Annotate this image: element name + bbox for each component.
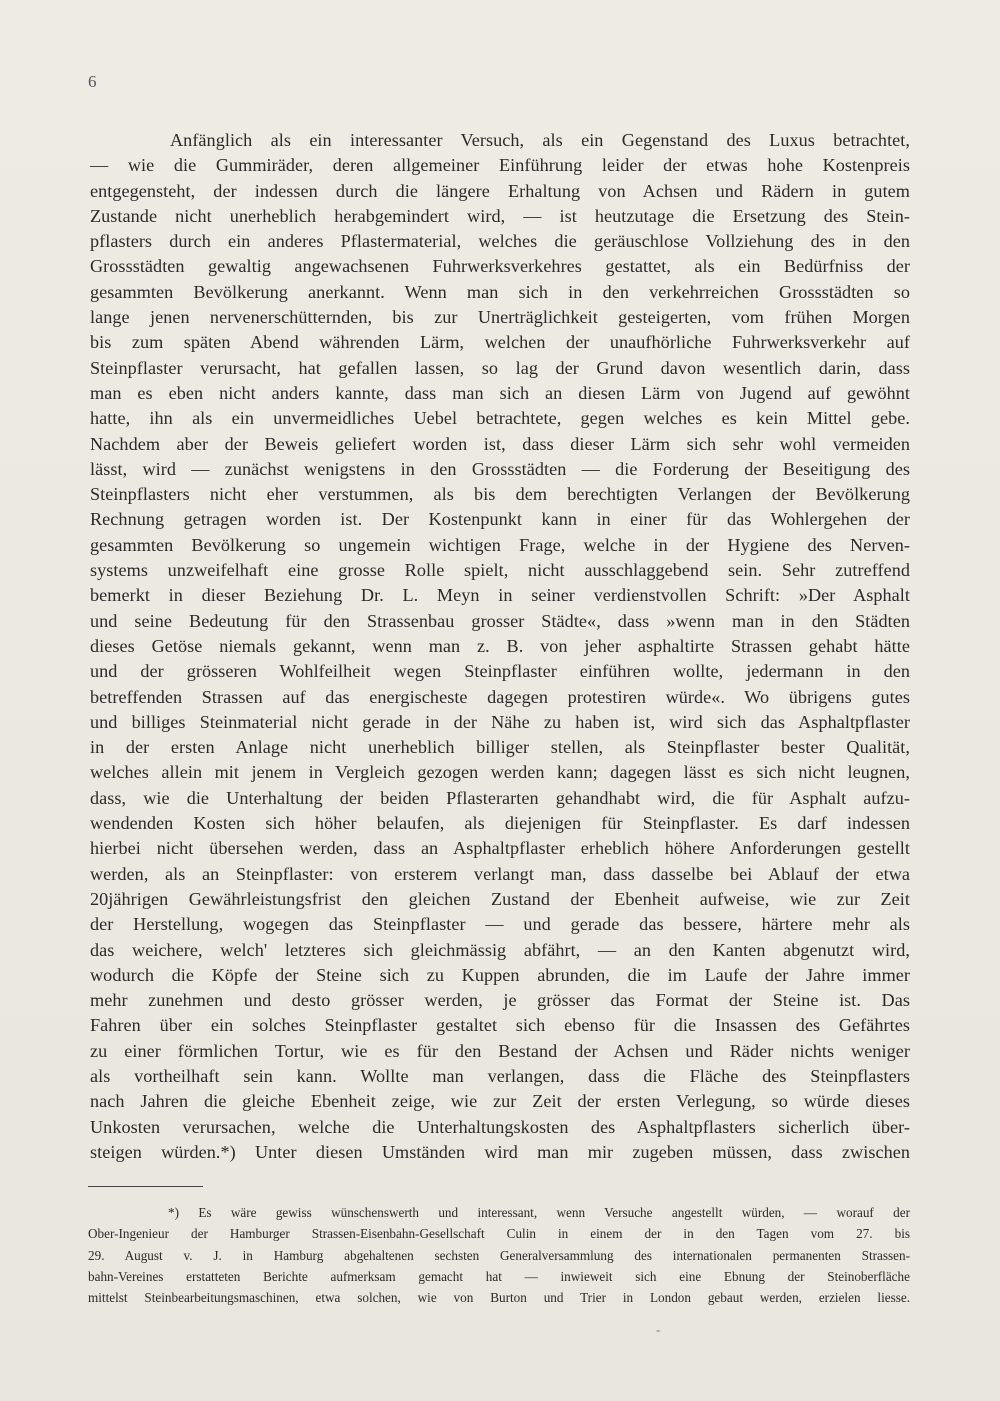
text-line: dass, wie die Unterhaltung der beiden Pflasterarten gehandhabt wird, die für Asphalt aufzu-: [90, 787, 910, 808]
footnote-line: 29. August v. J. in Hamburg abgehaltenen sechsten Generalversammlung des internationalen permanenten Strassen-: [88, 1247, 910, 1263]
text-line: und seine Bedeutung für den Strassenbau grosser Städte«, dass »wenn man in den Städten: [90, 610, 910, 631]
text-line: hierbei nicht übersehen werden, dass an Asphaltpflaster erheblich höhere Anforderungen gestellt: [90, 838, 910, 859]
text-line: Anfänglich als ein interessanter Versuch, als ein Gegenstand des Luxus betrachtet,: [170, 130, 910, 150]
text-line: wodurch die Köpfe der Steine sich zu Kuppen abrunden, die im Laufe der Jahre immer: [90, 964, 910, 985]
footnote-line: bahn-Vereines erstatteten Berichte aufmerksam gemacht hat — inwieweit sich eine Ebnung der Steinoberfläche: [88, 1268, 910, 1284]
text-line: man es eben nicht anders kannte, dass man sich an diesen Lärm von Jugend auf gewöhnt: [90, 382, 910, 403]
text-line: das weichere, welch' letzteres sich gleichmässig abfährt, — an den Kanten abgenutzt wird,: [90, 939, 910, 960]
text-line: mehr zunehmen und desto grösser werden, je grösser das Format der Steine ist. Das: [90, 990, 910, 1011]
footnote-line: mittelst Steinbearbeitungsmaschinen, etwa solchen, wie von Burton und Trier in London gebaut werden, erzielen liesse.: [88, 1290, 910, 1306]
text-line: systems unzweifelhaft eine grosse Rolle spielt, nicht ausschlaggebend sein. Sehr zutreffend: [90, 560, 910, 581]
text-line: — wie die Gummiräder, deren allgemeiner Einführung leider der etwas hohe Kostenpreis: [90, 155, 910, 176]
text-line: bemerkt in dieser Beziehung Dr. L. Meyn in seiner verdienstvollen Schrift: »Der Asphalt: [90, 585, 910, 606]
text-line: in der ersten Anlage nicht unerheblich billiger stellen, als Steinpflaster bester Qualität,: [90, 737, 910, 758]
text-line: wendenden Kosten sich höher belaufen, als diejenigen für Steinpflaster. Es darf indessen: [90, 813, 910, 834]
text-line: Rechnung getragen worden ist. Der Kostenpunkt kann in einer für das Wohlergehen der: [90, 509, 910, 530]
footnote-line: Ober-Ingenieur der Hamburger Strassen-Eisenbahn-Gesellschaft Culin in einem der in den Tagen vom 27. bis: [88, 1226, 910, 1242]
page-number: 6: [88, 72, 97, 91]
text-line: und billiges Steinmaterial nicht gerade in der Nähe zu haben ist, wird sich das Asphaltpflaster: [90, 711, 910, 732]
text-line: betreffenden Strassen auf das energischeste dagegen protestiren würde«. Wo übrigens gutes: [90, 686, 910, 707]
footnote-separator: [88, 1186, 203, 1187]
text-line: Steinpflaster verursacht, hat gefallen lassen, so lag der Grund davon wesentlich darin, dass: [90, 357, 910, 378]
text-line: der Herstellung, wogegen das Steinpflaster — und gerade das bessere, härtere mehr als: [90, 914, 910, 935]
footnote: [88, 1202, 910, 1308]
text-line: dieses Getöse niemals gekannt, wenn man z. B. von jeher asphaltirte Strassen gehabt hätte: [90, 635, 910, 656]
text-line: werden, als an Steinpflaster: von ersterem verlangt man, dass dasselbe bei Ablauf der etwa: [90, 863, 910, 884]
text-line: gesammten Bevölkerung anerkannt. Wenn man sich in den verkehrreichen Grossstädten so: [90, 281, 910, 302]
text-line: pflasters durch ein anderes Pflastermaterial, welches die geräuschlose Vollziehung des in den: [90, 231, 910, 252]
text-line: entgegensteht, der indessen durch die längere Erhaltung von Achsen und Rädern in gutem: [90, 180, 910, 201]
text-line: hatte, ihn als ein unvermeidliches Uebel betrachtete, gegen welches es kein Mittel gebe.: [90, 408, 910, 429]
text-line: lange jenen nervenerschütternden, bis zur Unerträglichkeit gesteigerten, vom frühen Morgen: [90, 307, 910, 328]
text-line: als vortheilhaft sein kann. Wollte man verlangen, dass die Fläche des Steinpflasters: [90, 1065, 910, 1086]
text-line: Steinpflasters nicht eher verstummen, als bis dem berechtigten Verlangen der Bevölkerung: [90, 484, 910, 505]
text-line: welches allein mit jenem in Vergleich gezogen werden kann; dagegen lässt es sich nicht leugnen,: [90, 762, 910, 783]
text-line: nach Jahren die gleiche Ebenheit zeige, wie zur Zeit der ersten Verlegung, so würde dieses: [90, 1091, 910, 1112]
bottom-mark: -: [656, 1322, 661, 1337]
text-line: Unkosten verursachen, welche die Unterhaltungskosten des Asphaltpflasters sicherlich über-: [90, 1116, 910, 1137]
text-line: zu einer förmlichen Tortur, wie es für den Bestand der Achsen und Räder nichts weniger: [90, 1040, 910, 1061]
text-line: Fahren über ein solches Steinpflaster gestaltet sich ebenso für die Insassen des Gefährtes: [90, 1015, 910, 1036]
text-line: Zustande nicht unerheblich herabgemindert wird, — ist heutzutage die Ersetzung des Stein-: [90, 205, 910, 226]
text-line: Grossstädten gewaltig angewachsenen Fuhrwerksverkehres gestattet, als ein Bedürfniss der: [90, 256, 910, 277]
text-line: lässt, wird — zunächst wenigstens in den Grossstädten — die Forderung der Beseitigung des: [90, 458, 910, 479]
footnote-line: *) Es wäre gewiss wünschenswerth und interessant, wenn Versuche angestellt würden, — worauf der: [168, 1205, 910, 1220]
text-line: und der grösseren Wohlfeilheit wegen Steinpflaster einführen wollte, jedermann in den: [90, 661, 910, 682]
text-line: bis zum späten Abend währenden Lärm, welchen der unaufhörliche Fuhrwerksverkehr auf: [90, 332, 910, 353]
main-text: [90, 128, 910, 1165]
text-line: Nachdem aber der Beweis geliefert worden ist, dass dieser Lärm sich sehr wohl vermeiden: [90, 433, 910, 454]
text-line: 20jährigen Gewährleistungsfrist den gleichen Zustand der Ebenheit aufweise, wie zur Zeit: [90, 888, 910, 909]
text-line: gesammten Bevölkerung so ungemein wichtigen Frage, welche in der Hygiene des Nerven-: [90, 534, 910, 555]
text-line: steigen würden.*) Unter diesen Umständen wird man mir zugeben müssen, dass zwischen: [90, 1141, 910, 1162]
